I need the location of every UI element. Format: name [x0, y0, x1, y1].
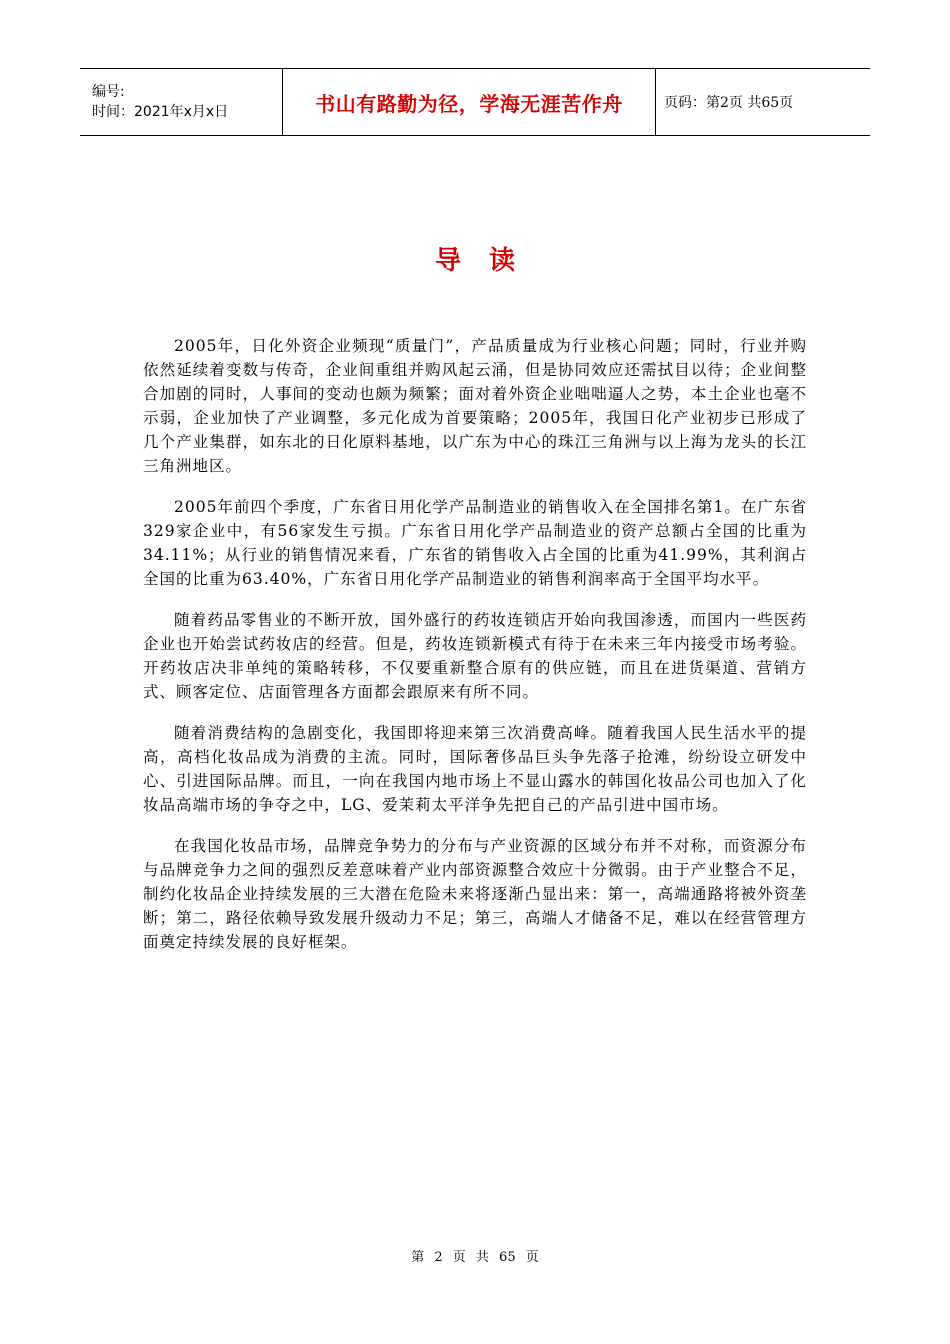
paragraph: 2005年前四个季度，广东省日用化学产品制造业的销售收入在全国排名第1。在广东省329家企业中，有56家发生亏损。广东省日用化学产品制造业的资产总额占全国的比重为34.11%；从行业的销售情况来看，广东省的销售收入占全国的比重为41.99%，其利润占全国的比重为63.40%，广东省日用化学产品制造业的销售利润率高于全国平均水平。 — [143, 498, 807, 588]
header-motto: 书山有路勤为径，学海无涯苦作舟 — [315, 91, 623, 116]
header-page-info-cell — [656, 69, 870, 135]
document-number-label: 编号: — [92, 84, 125, 100]
paragraph: 随着消费结构的急剧变化，我国即将迎来第三次消费高峰。随着我国人民生活水平的提高，高档化妆品成为消费的主流。同时，国际奢侈品巨头争先落子抢滩，纷纷设立研发中心、引进国际品牌。而且，一向在我国内地市场上不显山露水的韩国化妆品公司也加入了化妆品高端市场的争夺之中，LG、爱茉莉太平洋争先把自己的产品引进中国市场。 — [143, 724, 807, 814]
page-header — [80, 68, 870, 136]
paragraph: 2005年，日化外资企业频现“质量门”，产品质量成为行业核心问题；同时，行业并购依然延续着变数与传奇，企业间重组并购风起云涌，但是协同效应还需拭目以待；企业间整合加剧的同时，人事间的变动也颇为频繁；面对着外资企业咄咄逼人之势，本土企业也毫不示弱，企业加快了产业调整，多元化成为首要策略；2005年，我国日化产业初步已形成了几个产业集群，如东北的日化原料基地，以广东为中心的珠江三角洲与以上海为龙头的长江三角洲地区。 — [143, 337, 807, 475]
paragraph: 随着药品零售业的不断开放，国外盛行的药妆连锁店开始向我国渗透，而国内一些医药企业也开始尝试药妆店的经营。但是，药妆连锁新模式有待于在未来三年内接受市场考验。开药妆店决非单纯的策略转移，不仅要重新整合原有的供应链，而且在进货渠道、营销方式、顾客定位、店面管理各方面都会跟原来有所不同。 — [143, 611, 807, 701]
page-footer: 第 2 页 共 65 页 — [411, 1250, 539, 1265]
header-page-info: 页码：第2页 共65页 — [664, 95, 794, 111]
document-date: 时间：2021年x月x日 — [92, 104, 229, 120]
page-title: 导读 — [434, 246, 543, 276]
header-motto-cell — [282, 69, 656, 135]
document-body — [143, 334, 807, 971]
header-meta — [80, 69, 282, 135]
paragraph: 在我国化妆品市场，品牌竞争势力的分布与产业资源的区域分布并不对称，而资源分布与品牌竞争力之间的强烈反差意味着产业内部资源整合效应十分微弱。由于产业整合不足，制约化妆品企业持续发展的三大潜在危险未来将逐渐凸显出来：第一，高端通路将被外资垄断；第二，路径依赖导致发展升级动力不足；第三，高端人才储备不足，难以在经营管理方面奠定持续发展的良好框架。 — [143, 837, 807, 951]
